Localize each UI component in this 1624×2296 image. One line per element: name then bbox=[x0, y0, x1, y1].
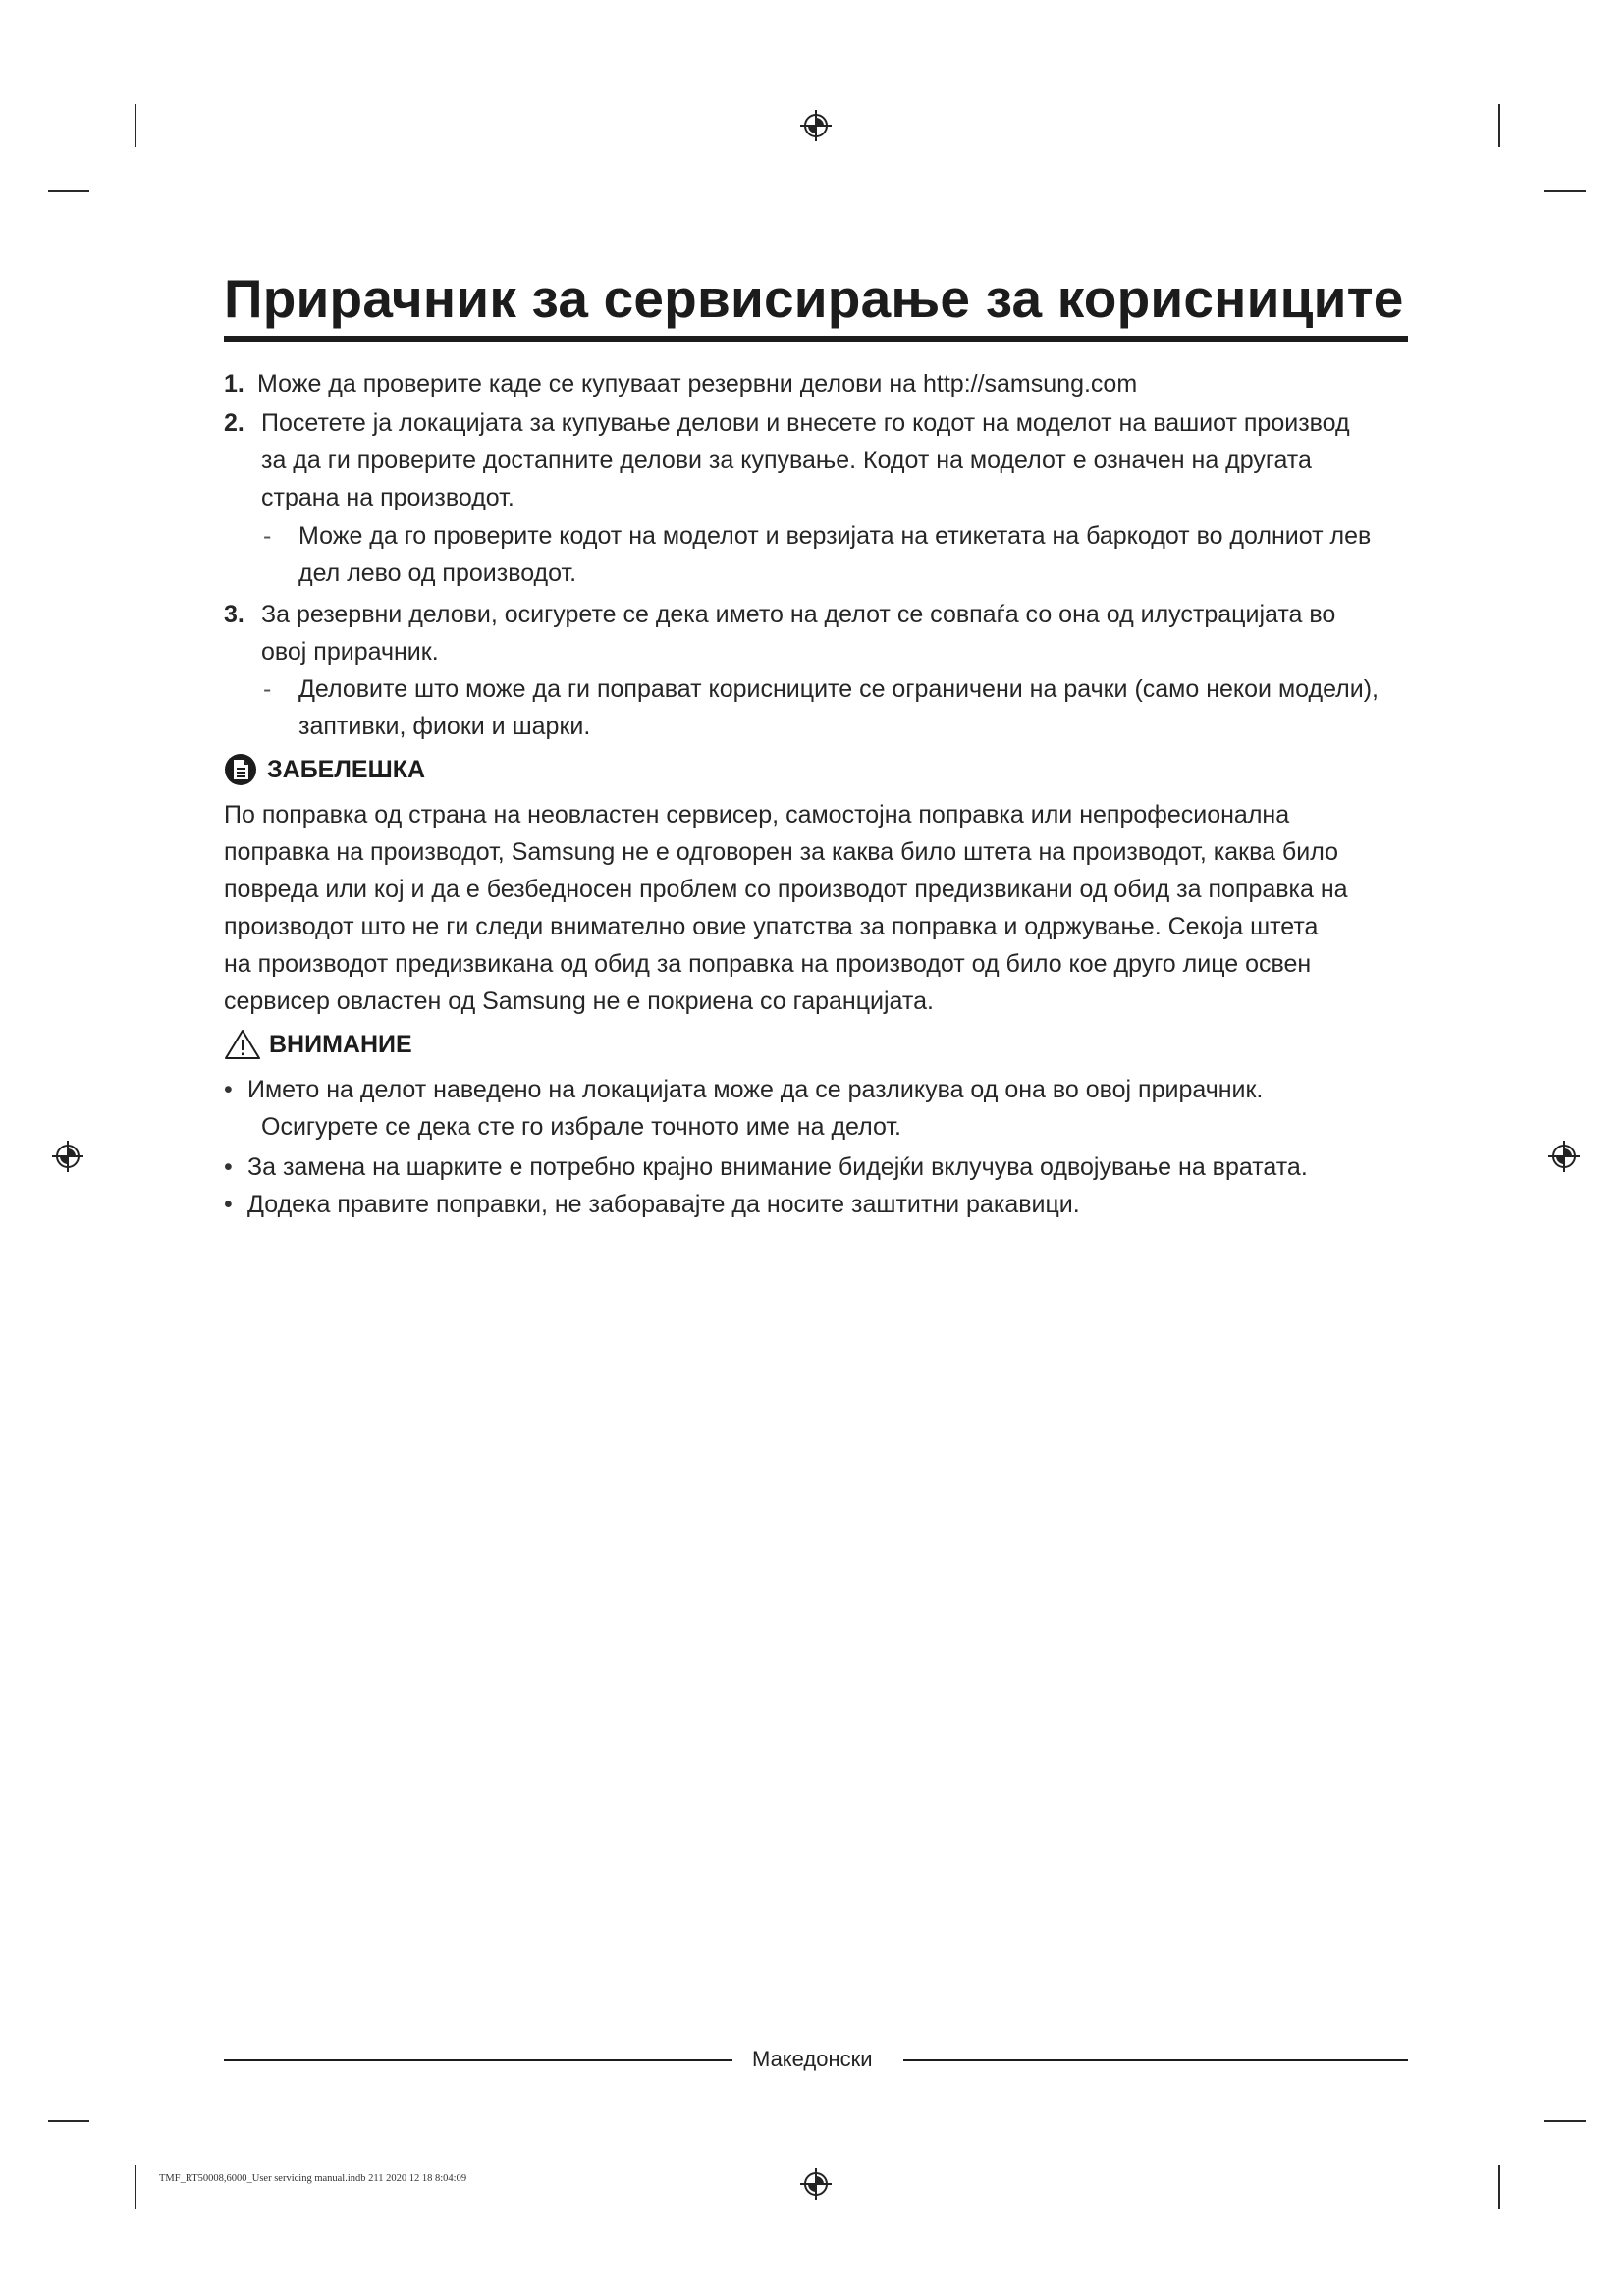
sub-item-dash: - bbox=[263, 522, 272, 550]
step-text: За резервни делови, осигурете се дека името на делот се совпаѓа со она од илустрацијата во bbox=[261, 601, 1336, 628]
registration-target-icon bbox=[51, 1140, 84, 1173]
note-document-icon bbox=[224, 753, 257, 786]
crop-mark-right-upper bbox=[1544, 190, 1586, 192]
print-slug: TMF_RT50008,6000_User servicing manual.indb 211 2020 12 18 8:04:09 bbox=[159, 2173, 467, 2184]
sub-item-text: дел лево од производот. bbox=[298, 560, 577, 587]
footer-rule-left bbox=[224, 2059, 732, 2061]
note-text: производот што не ги следи внимателно овие упатства за поправка и одржување. Секоја штета bbox=[224, 913, 1319, 940]
note-text: поправка на производот, Samsung не е одговорен за каква било штета на производот, каква било bbox=[224, 838, 1338, 866]
step-number: 3. bbox=[224, 601, 244, 628]
sub-item-text: заптивки, фиоки и шарки. bbox=[298, 713, 591, 740]
registration-target-icon bbox=[799, 2167, 833, 2201]
caution-item-text: Осигурете се дека сте го избрале точното име на делот. bbox=[261, 1113, 901, 1141]
note-heading: ЗАБЕЛЕШКА bbox=[267, 756, 426, 783]
registration-target-icon bbox=[799, 109, 833, 142]
crop-mark-right-lower bbox=[1544, 2120, 1586, 2122]
footer-rule-right bbox=[903, 2059, 1408, 2061]
step-text: Посетете ја локацијата за купување делови и внесете го кодот на моделот на вашиот производ bbox=[261, 409, 1350, 437]
step-number: 2. bbox=[224, 409, 244, 437]
note-text: По поправка од страна на неовластен сервисер, самостојна поправка или непрофесионална bbox=[224, 801, 1290, 828]
note-text: сервисер овластен од Samsung не е покриена со гаранцијата. bbox=[224, 988, 934, 1015]
crop-mark-left-lower bbox=[48, 2120, 89, 2122]
warning-triangle-icon bbox=[224, 1028, 261, 1061]
caution-item-text: Додека правите поправки, не заборавајте да носите заштитни ракавици. bbox=[247, 1191, 1080, 1218]
sub-item-text: Деловите што може да ги поправат корисниците се ограничени на рачки (само некои модели), bbox=[298, 675, 1379, 703]
crop-mark-left-upper bbox=[48, 190, 89, 192]
caution-item-text: За замена на шарките е потребно крајно внимание бидејќи вклучува одвојување на вратата. bbox=[247, 1153, 1308, 1181]
note-text: на производот предизвикана од обид за поправка на производот од било кое друго лице освен bbox=[224, 950, 1312, 978]
step-text: страна на производот. bbox=[261, 484, 514, 511]
note-text: повреда или кој и да е безбедносен проблем со производот предизвикани од обид за поправка на bbox=[224, 876, 1348, 903]
crop-mark-bottom-left bbox=[135, 2165, 136, 2209]
sub-item-dash: - bbox=[263, 675, 272, 703]
title-underline bbox=[224, 336, 1408, 342]
crop-mark-top-left bbox=[135, 104, 136, 147]
sub-item-text: Може да го проверите кодот на моделот и верзијата на етикетата на баркодот во долниот лев bbox=[298, 522, 1372, 550]
bullet-marker: • bbox=[224, 1076, 233, 1103]
bullet-marker: • bbox=[224, 1153, 233, 1181]
caution-heading: ВНИМАНИЕ bbox=[269, 1031, 412, 1058]
bullet-marker: • bbox=[224, 1191, 233, 1218]
crop-mark-bottom-right bbox=[1498, 2165, 1500, 2209]
step-text: Може да проверите каде се купуваат резервни делови на http://samsung.com bbox=[257, 370, 1138, 398]
step-text: овој прирачник. bbox=[261, 638, 439, 666]
crop-mark-top-right bbox=[1498, 104, 1500, 147]
registration-target-icon bbox=[1547, 1140, 1581, 1173]
step-text: за да ги проверите достапните делови за купување. Кодот на моделот е означен на другата bbox=[261, 447, 1312, 474]
footer-language-label: Македонски bbox=[752, 2047, 873, 2071]
caution-item-text: Името на делот наведено на локацијата може да се разликува од она во овој прирачник. bbox=[247, 1076, 1264, 1103]
page-title: Прирачник за сервисирање за корисниците bbox=[224, 268, 1404, 329]
step-number: 1. bbox=[224, 370, 244, 398]
